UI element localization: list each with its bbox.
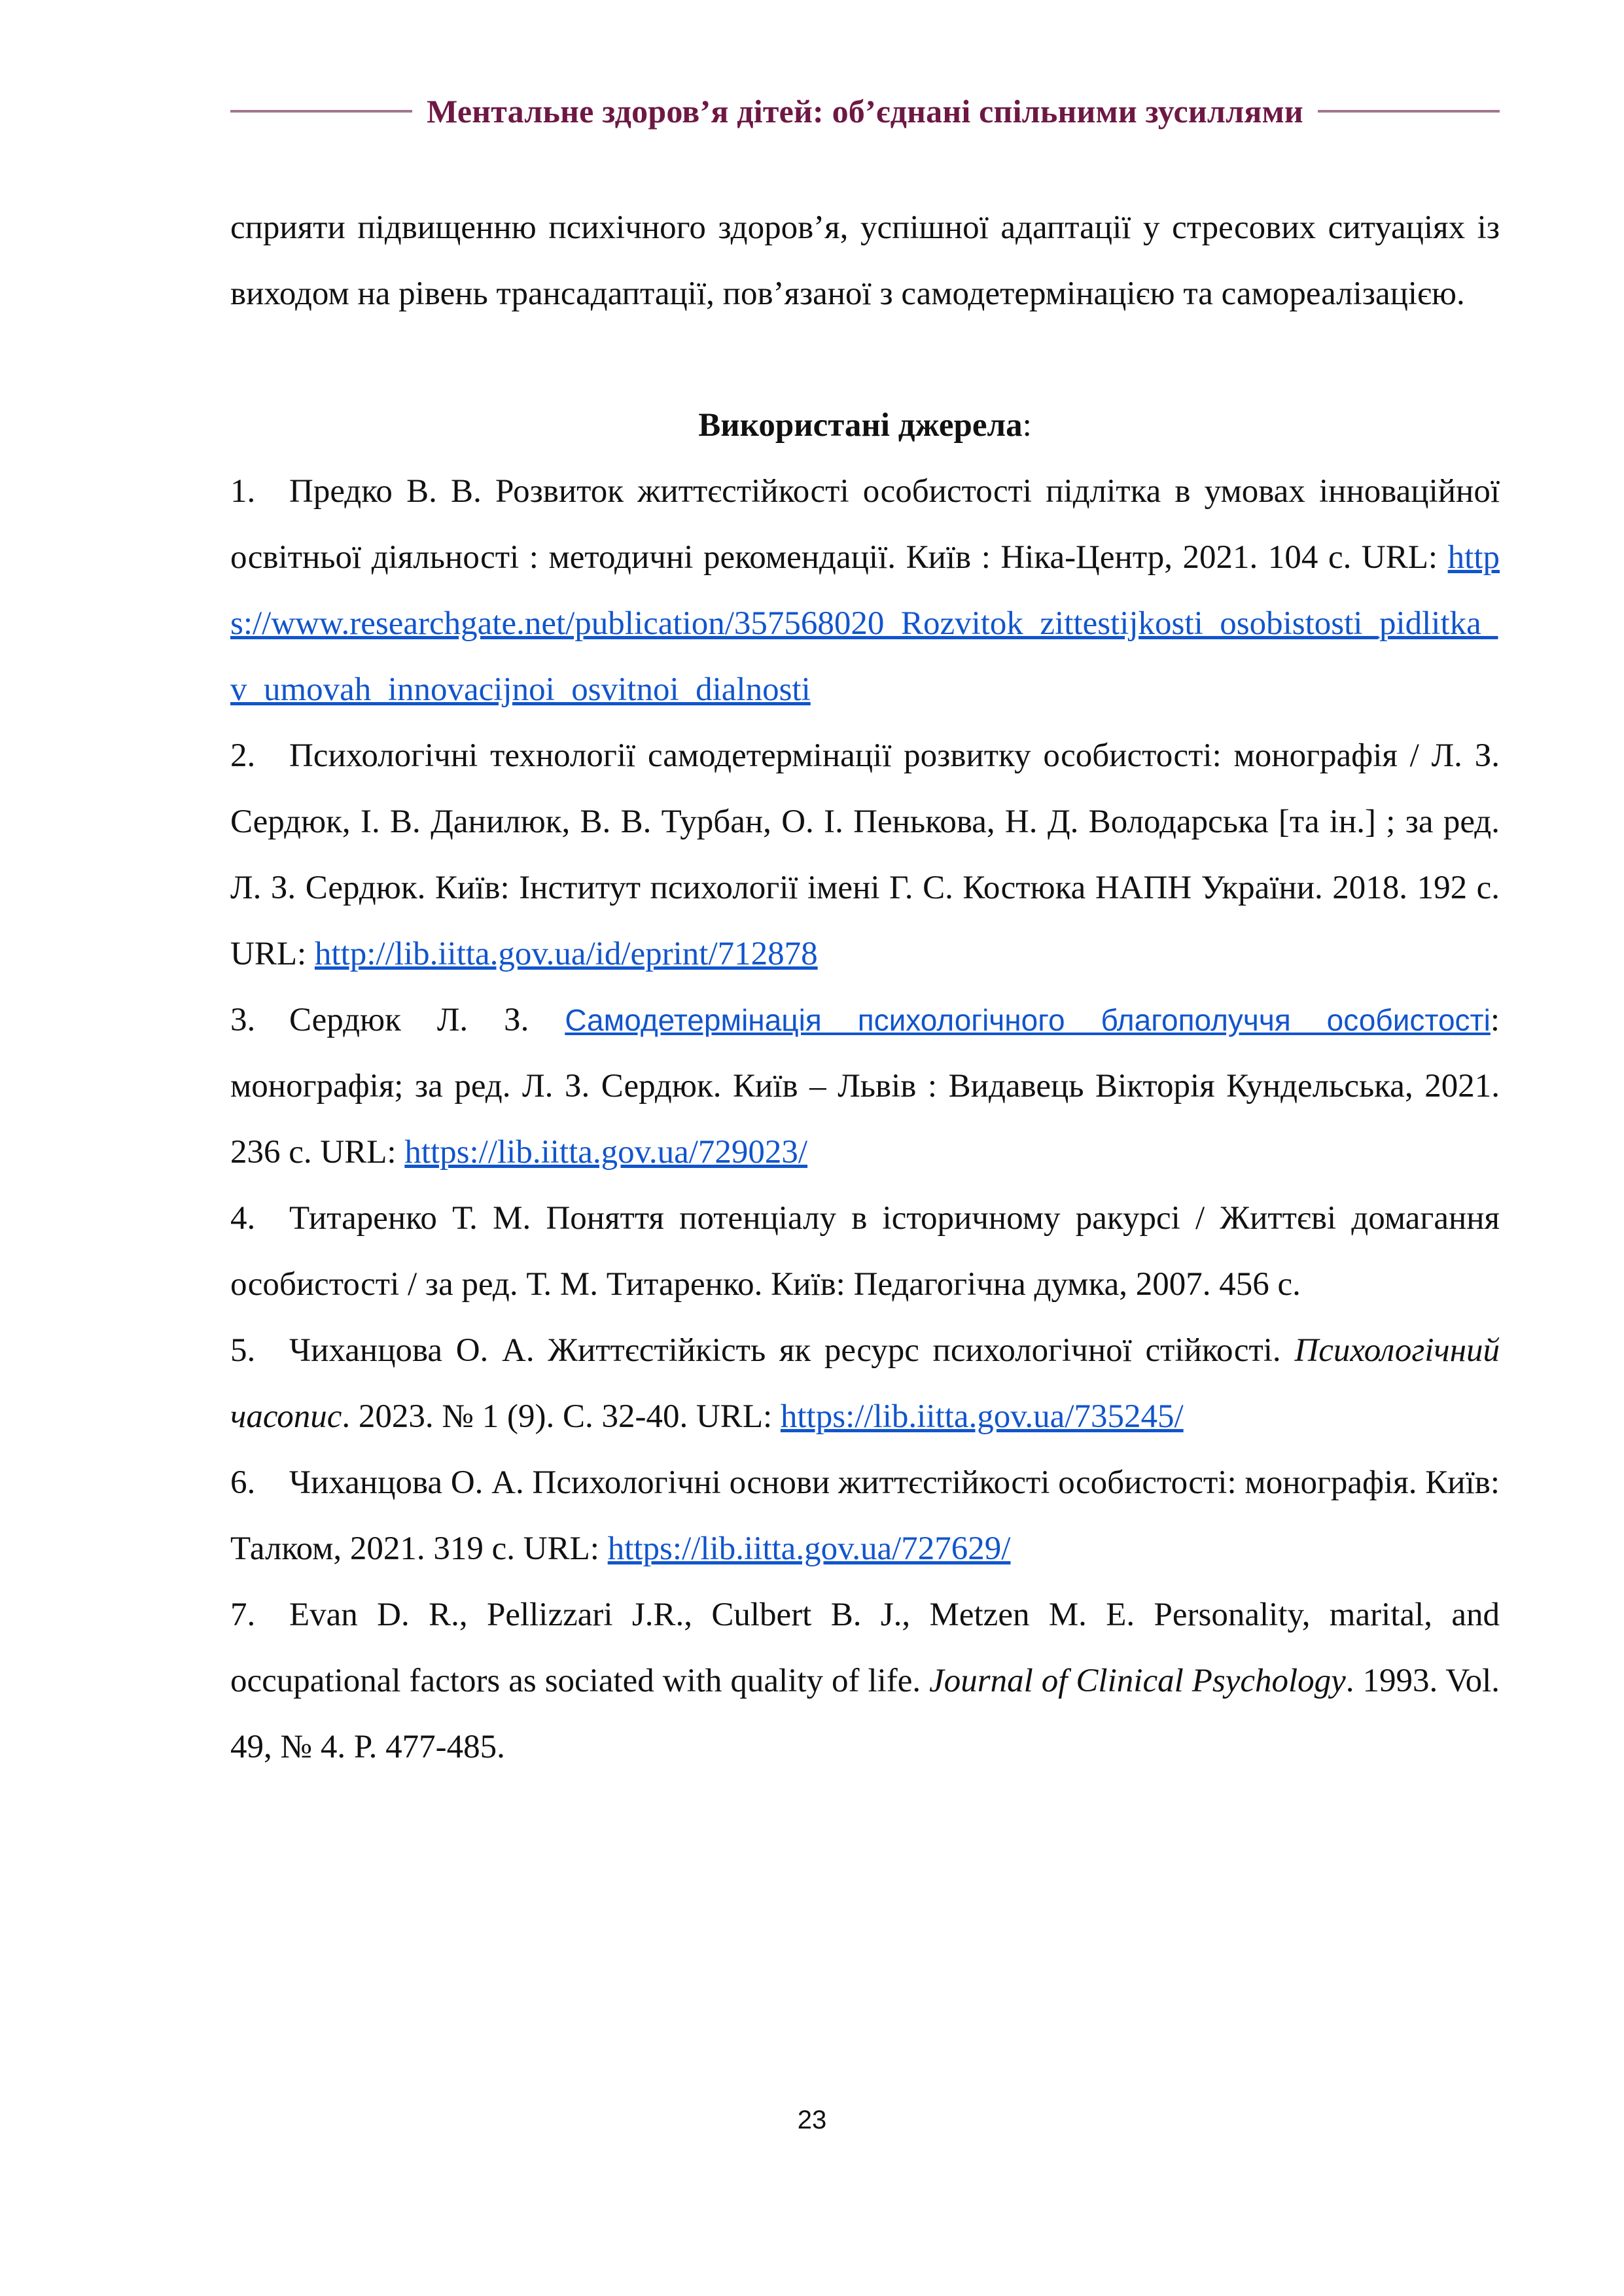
reference-journal: Journal of Clinical Psychology — [929, 1663, 1346, 1699]
reference-link[interactable]: https://lib.iitta.gov.ua/729023/ — [404, 1134, 808, 1171]
reference-number: 3. — [230, 1002, 256, 1038]
reference-item — [230, 459, 1500, 723]
reference-list — [230, 459, 1500, 1780]
reference-text-details: . 2023. № 1 (9). С. 32-40. URL: — [342, 1398, 773, 1435]
reference-item — [230, 1450, 1500, 1582]
reference-number: 4. — [230, 1200, 256, 1237]
sources-heading — [230, 393, 1500, 459]
header-rule-right — [1318, 110, 1500, 113]
page-number: 23 — [797, 2106, 827, 2134]
reference-link[interactable]: https://www.researchgate.net/publication/357568020_Rozvitok_zittestijkosti_osobistosti_pidlitka_v_umovah_innovacijnoi_osvitnoi_dialnosti — [230, 539, 1500, 708]
reference-number: 2. — [230, 737, 256, 774]
reference-text: Психологічні технології самодетермінації розвитку особистості: монографія / Л. З. Сердюк, І. В. Данилюк, В. В. Турбан, О. І. Пенькова, Н. Д. Володарська [та ін.] ; за ред. Л. З. Сердюк. Київ: Інститут психології імені Г. С. Костюка НАПН України. 2018. 192 с. URL: — [230, 737, 1500, 972]
reference-item — [230, 1186, 1500, 1318]
reference-author: Сердюк Л. З. — [289, 1002, 529, 1038]
sources-heading-title: Використані джерела — [698, 407, 1023, 444]
reference-text: Предко В. В. Розвиток життєстійкості особистості підлітка в умовах інноваційної освітньої діяльності : методичні рекомендації. Київ : Ніка-Центр, 2021. 104 с. URL: — [230, 473, 1500, 576]
reference-link[interactable]: http://lib.iitta.gov.ua/id/eprint/712878 — [314, 936, 818, 972]
sources-heading-colon: : — [1022, 407, 1032, 444]
reference-number: 5. — [230, 1332, 256, 1369]
reference-item — [230, 987, 1500, 1186]
reference-text: Чиханцова О. А. Психологічні основи життєстійкості особистості: монографія. Київ: Талком, 2021. 319 с. URL: — [230, 1464, 1500, 1567]
page-body — [230, 195, 1500, 1780]
reference-journal: Психологічний часопис — [230, 1332, 1500, 1435]
reference-text: : монографія; за ред. Л. З. Сердюк. Київ – Львів : Видавець Вікторія Кундельська, 2021. 236 с. URL: — [230, 1002, 1500, 1171]
intro-paragraph: сприяти підвищенню психічного здоров’я, успішної адаптації у стресових ситуаціях із виходом на рівень трансадаптації, пов’язаної з самодетермінацією та самореалізацією. — [230, 209, 1500, 312]
reference-title-link[interactable]: Самодетермінація психологічного благополуччя особистості — [565, 1003, 1491, 1037]
reference-link[interactable]: https://lib.iitta.gov.ua/727629/ — [607, 1530, 1011, 1567]
header-rule-left — [230, 110, 412, 113]
header-title: Ментальне здоров’я дітей: об’єднані спільними зусиллями — [427, 93, 1303, 130]
running-header — [230, 85, 1500, 137]
reference-text: Титаренко Т. М. Поняття потенціалу в історичному ракурсі / Життєві домагання особистості / за ред. Т. М. Титаренко. Київ: Педагогічна думка, 2007. 456 с. — [230, 1200, 1500, 1303]
reference-number: 6. — [230, 1464, 256, 1501]
reference-text: Чиханцова О. А. Життєстійкість як ресурс психологічної стійкості. — [289, 1332, 1281, 1369]
reference-text: Evan D. R., Pellizzari J.R., Culbert B. J., Metzen M. E. Personality, marital, and occupational factors as sociated with quality of life. — [230, 1597, 1500, 1699]
reference-item — [230, 1582, 1500, 1780]
reference-text-details: . 1993. Vol. 49, № 4. P. 477-485. — [230, 1663, 1500, 1765]
reference-link[interactable]: https://lib.iitta.gov.ua/735245/ — [780, 1398, 1184, 1435]
reference-item — [230, 723, 1500, 987]
reference-item — [230, 1318, 1500, 1450]
reference-number: 7. — [230, 1597, 256, 1633]
reference-number: 1. — [230, 473, 256, 510]
